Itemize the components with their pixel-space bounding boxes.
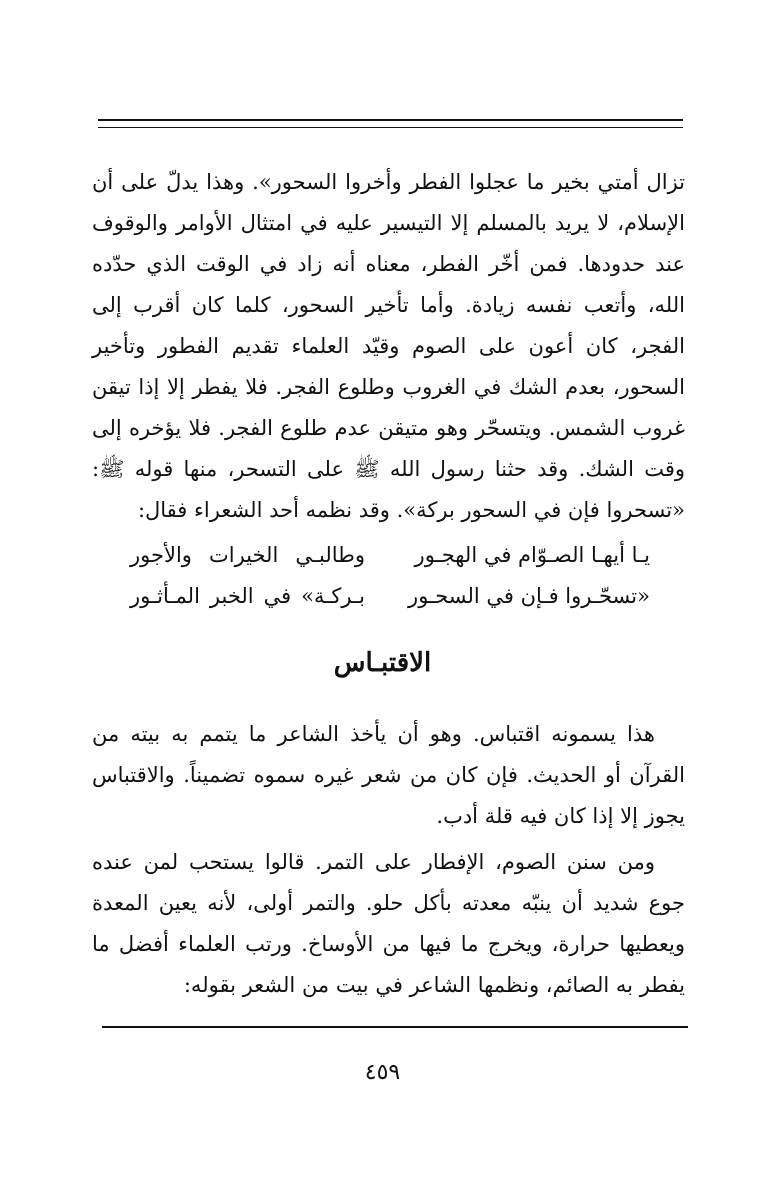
verse-line-2-first-hemistich: «تسحّـروا فـإن في السحـور (408, 584, 650, 608)
header-rule-thin (98, 127, 683, 128)
verse-line-1 (130, 535, 650, 576)
footer-rule (102, 1026, 688, 1028)
section-heading: الاقتبـاس (333, 648, 432, 678)
paragraph-hadith-commentary (92, 162, 685, 531)
poem-verse (130, 535, 650, 617)
verse-line-1-second-hemistich: وطالبـي الخيرات والأجور (130, 543, 365, 567)
paragraph-text: ومن سنن الصوم، الإفطار على التمر. قالوا يستحب لمن عنده جوع شديد أن ينبّه معدته بأكل حلو. والتمر أولى، لأنه يعين المعدة ويعطيها حرارة، ويخرج ما فيها من الأوساخ. ورتب العلماء أفضل ما يفطر به الصائم، ونظمها الشاعر في بيت من الشعر بقوله: (92, 850, 685, 997)
paragraph-iqtibas (92, 714, 685, 837)
verse-line-1-first-hemistich: يـا أيهـا الصـوّام في الهجـور (414, 543, 650, 567)
verse-line-2-second-hemistich: بـركـة» في الخبر المـأثـور (130, 584, 365, 608)
paragraph-text: تزال أمتي بخير ما عجلوا الفطر وأخروا السحور». وهذا يدلّ على أن الإسلام، لا يريد بالمسلم إلا التيسير عليه في امتثال الأوامر والوقوف عند حدودها. فمن أخّر الفطر، معناه أنه زاد في الوقت الذي حدّده الله، وأتعب نفسه زيادة. وأما تأخير السحور، كلما كان أقرب إلى الفجر، كان أعون على الصوم وقيّد العلماء تقديم الفطور وتأخير السحور، بعدم الشك في الغروب وطلوع الفجر. فلا يفطر إلا إذا تيقن غروب الشمس. ويتسحّر وهو متيقن عدم طلوع الفجر. فلا يؤخره إلى وقت الشك. وقد حثنا رسول الله ﷺ على التسحر، منها قوله ﷺ: «تسحروا فإن في السحور بركة». وقد نظمه أحد الشعراء فقال: (92, 170, 685, 522)
page-number: ٤٥٩ (364, 1060, 401, 1085)
paragraph-text: هذا يسمونه اقتباس. وهو أن يأخذ الشاعر ما يتمم به بيته من القرآن أو الحديث. فإن كان من شعر غيره سموه تضميناً. والاقتباس يجوز إلا إذا كان فيه قلة أدب. (92, 722, 685, 828)
header-rule-thick (98, 119, 683, 121)
paragraph-dates-iftar (92, 842, 685, 1006)
verse-line-2 (130, 576, 650, 617)
